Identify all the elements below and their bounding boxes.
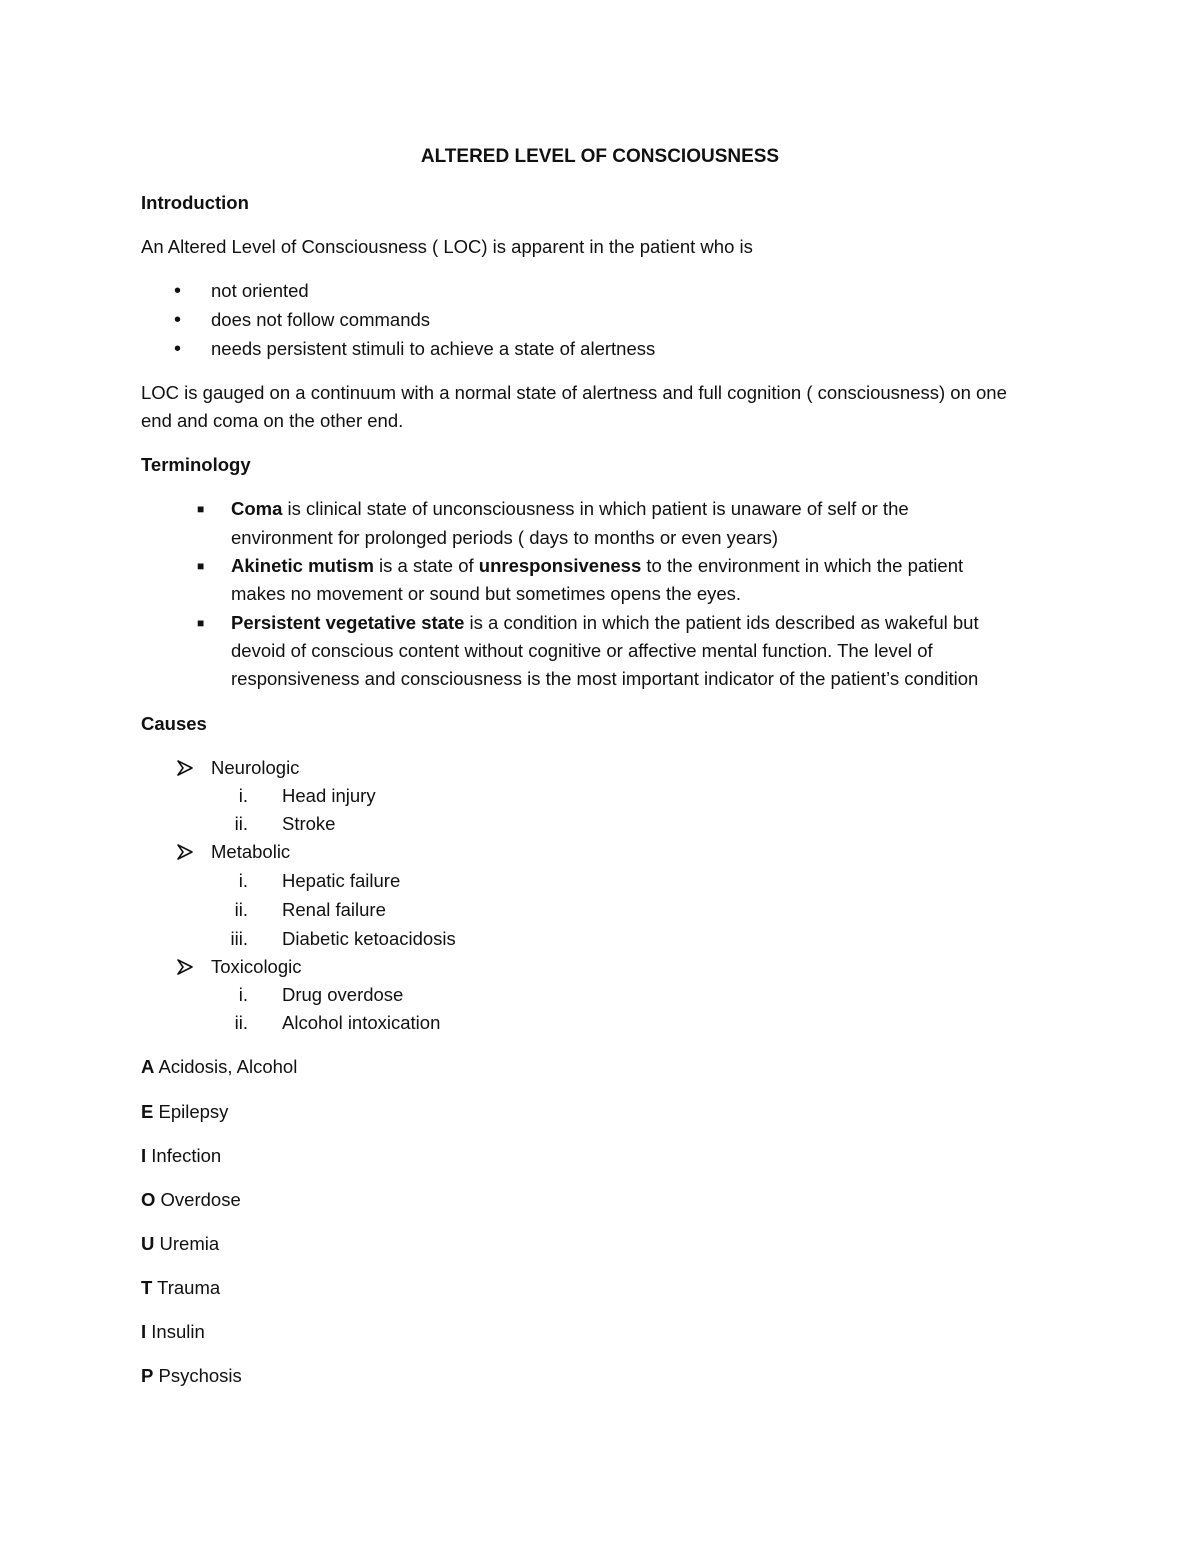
mnemonic-letter: I: [141, 1321, 147, 1342]
cause-group-neurologic: Neurologic: [211, 757, 300, 778]
cause-item: Head injury: [282, 785, 376, 806]
roman-numeral: i.: [238, 870, 248, 891]
term-pvs-line-2: devoid of conscious content without cognitive or affective mental function. The level of: [231, 640, 933, 661]
mnemonic-letter: I: [141, 1145, 147, 1166]
mnemonic-line: [141, 1101, 228, 1123]
mnemonic-text: Insulin: [146, 1321, 205, 1342]
roman-numeral: ii.: [234, 899, 248, 920]
mnemonic-text: Acidosis, Alcohol: [154, 1056, 298, 1077]
cause-item: Renal failure: [282, 899, 386, 920]
arrow-bullet-icon: [176, 958, 194, 976]
terminology-heading: Terminology: [141, 454, 251, 475]
term-akinetic-line-1: [231, 555, 963, 577]
mnemonic-letter: P: [141, 1365, 154, 1386]
mnemonic-letter: E: [141, 1101, 154, 1122]
mnemonic-line: [141, 1056, 297, 1078]
cause-group-toxicologic: Toxicologic: [211, 956, 302, 977]
bullet-dot-icon: •: [174, 280, 182, 302]
causes-heading: Causes: [141, 713, 207, 734]
term-akinetic-def-a: is a state of: [373, 555, 479, 576]
introduction-lead: An Altered Level of Consciousness ( LOC) is apparent in the patient who is: [141, 236, 753, 257]
mnemonic-text: Uremia: [154, 1233, 220, 1254]
mnemonic-line: [141, 1365, 242, 1387]
roman-numeral: i.: [238, 785, 248, 806]
mnemonic-line: [141, 1145, 221, 1167]
cause-item: Diabetic ketoacidosis: [282, 928, 456, 949]
mnemonic-text: Psychosis: [153, 1365, 242, 1386]
mnemonic-text: Infection: [146, 1145, 222, 1166]
intro-paragraph-line-2: end and coma on the other end.: [141, 410, 404, 431]
term-coma-line-1: [231, 498, 909, 520]
bullet-dot-icon: •: [174, 338, 182, 360]
introduction-heading: Introduction: [141, 192, 249, 213]
term-akinetic-def-b: to the environment in which the patient: [641, 555, 964, 576]
term-pvs-line-3: responsiveness and consciousness is the most important indicator of the patient’s condition: [231, 668, 979, 689]
mnemonic-letter: A: [141, 1056, 155, 1077]
roman-numeral: ii.: [234, 1012, 248, 1033]
mnemonic-line: [141, 1233, 219, 1255]
mnemonic-text: Overdose: [155, 1189, 241, 1210]
cause-group-metabolic: Metabolic: [211, 841, 291, 862]
intro-bullet-3: needs persistent stimuli to achieve a state of alertness: [211, 338, 656, 359]
arrow-bullet-icon: [176, 759, 194, 777]
bullet-dot-icon: •: [174, 309, 182, 331]
mnemonic-letter: T: [141, 1277, 153, 1298]
mnemonic-text: Epilepsy: [153, 1101, 229, 1122]
cause-item: Alcohol intoxication: [282, 1012, 441, 1033]
term-pvs-def: is a condition in which the patient ids described as wakeful but: [464, 612, 979, 633]
roman-numeral: ii.: [234, 813, 248, 834]
intro-bullet-1: not oriented: [211, 280, 309, 301]
square-bullet-icon: ■: [197, 616, 205, 630]
cause-item: Drug overdose: [282, 984, 404, 1005]
square-bullet-icon: ■: [197, 559, 205, 573]
page-title: ALTERED LEVEL OF CONSCIOUSNESS: [420, 146, 780, 167]
term-coma-line-2: environment for prolonged periods ( days to months or even years): [231, 527, 779, 548]
term-coma: Coma: [231, 498, 283, 519]
roman-numeral: i.: [238, 984, 248, 1005]
roman-numeral: iii.: [230, 928, 248, 949]
mnemonic-line: [141, 1277, 220, 1299]
term-persistent-vegetative-state: Persistent vegetative state: [231, 612, 465, 633]
mnemonic-line: [141, 1321, 205, 1343]
term-pvs-line-1: [231, 612, 979, 634]
square-bullet-icon: ■: [197, 502, 205, 516]
intro-paragraph-line-1: LOC is gauged on a continuum with a normal state of alertness and full cognition ( consciousness) on one: [141, 382, 1007, 403]
intro-bullet-2: does not follow commands: [211, 309, 431, 330]
term-coma-def: is clinical state of unconsciousness in which patient is unaware of self or the: [282, 498, 909, 519]
arrow-bullet-icon: [176, 843, 194, 861]
term-unresponsiveness: unresponsiveness: [478, 555, 642, 576]
mnemonic-line: [141, 1189, 241, 1211]
mnemonic-letter: O: [141, 1189, 156, 1210]
mnemonic-letter: U: [141, 1233, 155, 1254]
cause-item: Hepatic failure: [282, 870, 401, 891]
term-akinetic-line-2: makes no movement or sound but sometimes opens the eyes.: [231, 583, 742, 604]
cause-item: Stroke: [282, 813, 336, 834]
term-akinetic-mutism: Akinetic mutism: [231, 555, 374, 576]
mnemonic-text: Trauma: [152, 1277, 221, 1298]
